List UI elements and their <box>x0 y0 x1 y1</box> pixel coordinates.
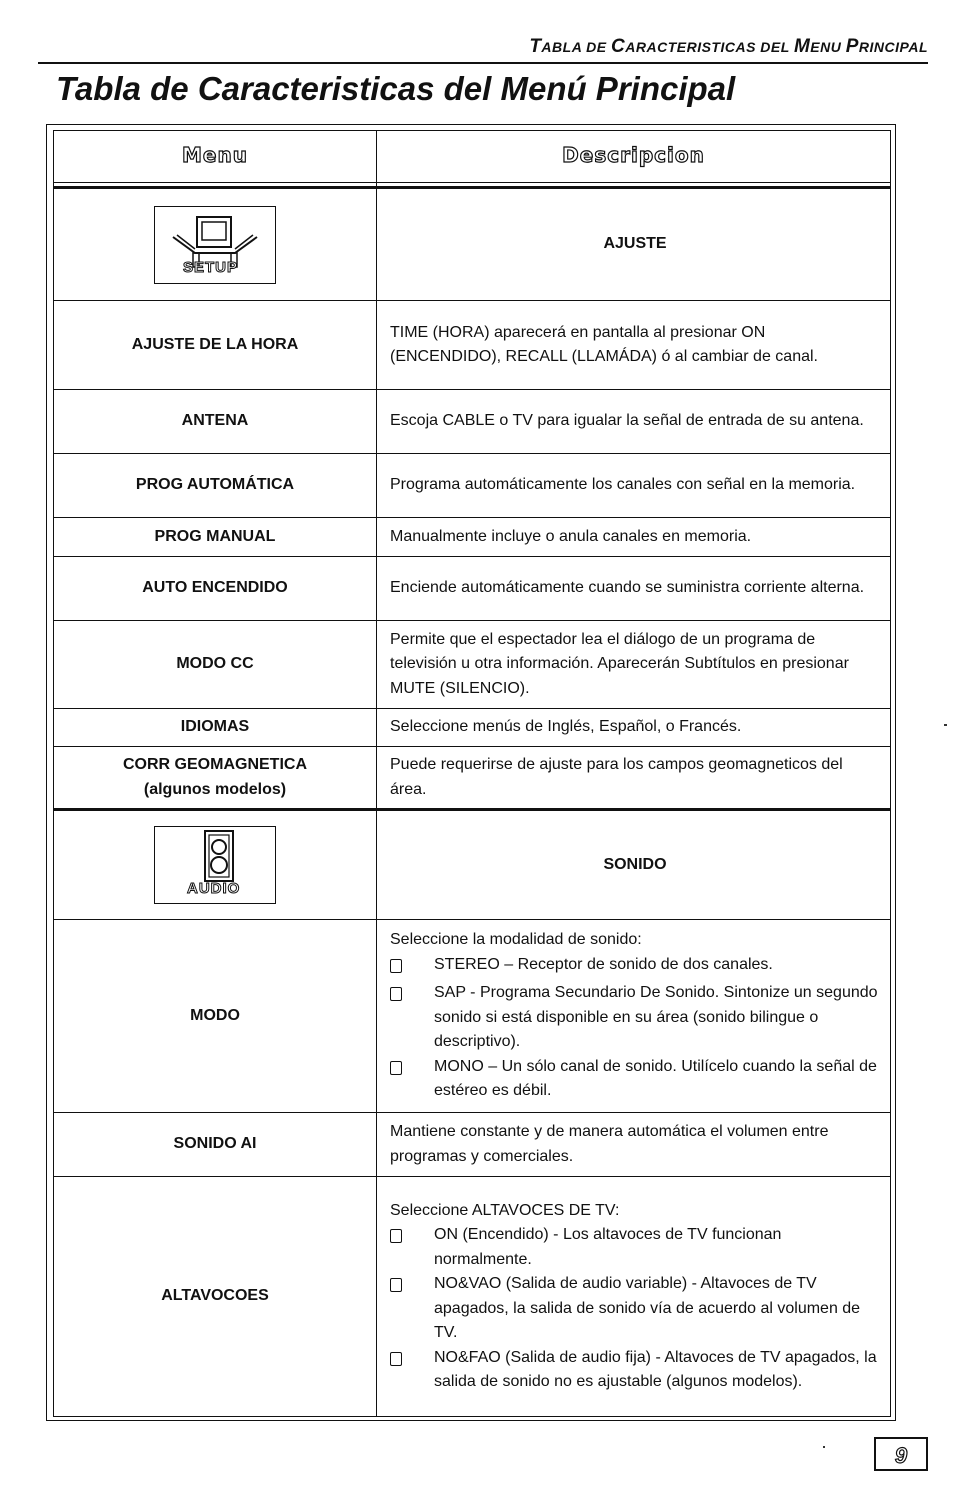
running-head-part: P <box>845 36 859 57</box>
menu-description: Escoja CABLE o TV para igualar la señal de entrada de su antena. <box>377 390 891 454</box>
list-item <box>390 1055 880 1104</box>
audio-icon-label: AUDIO <box>187 879 241 897</box>
page-title: Tabla de Caracteristicas del Menú Principal <box>56 70 736 107</box>
running-head-part: RINCIPAL <box>858 39 928 55</box>
list-item <box>390 953 880 982</box>
list-item-text: ON (Encendido) - Los altavoces de TV funcionan normalmente. <box>434 1226 782 1268</box>
menu-description: Mantiene constante y de manera automática el volumen entre programas y comerciales. <box>377 1113 891 1177</box>
setup-title: AJUSTE <box>377 188 891 301</box>
running-head-part: ABLA DE <box>541 39 612 55</box>
menu-item: AJUSTE DE LA HORA <box>54 301 377 390</box>
menu-item-line: (algunos modelos) <box>143 780 287 798</box>
table-row <box>54 301 891 390</box>
description-intro: Seleccione ALTAVOCES DE TV: <box>390 1201 620 1219</box>
menu-description: TIME (HORA) aparecerá en pantalla al presionar ON (ENCENDIDO), RECALL (LLAMÁDA) ó al cambiar de canal. <box>377 301 891 390</box>
setup-icon-label: SETUP <box>183 259 239 276</box>
audio-title: SONIDO <box>377 810 891 920</box>
table-row <box>54 747 891 810</box>
table-row <box>54 709 891 747</box>
menu-description: Programa automáticamente los canales con señal en la memoria. <box>377 454 891 518</box>
speaker-audio-icon <box>154 826 276 904</box>
header-menu: Menu <box>182 142 248 167</box>
list-item <box>390 1223 880 1272</box>
running-head-part: C <box>611 36 626 57</box>
checkbox-bullet-icon <box>390 959 402 973</box>
running-head-part: M <box>793 36 811 57</box>
list-item <box>390 1346 880 1395</box>
table-row <box>54 920 891 1113</box>
checkbox-bullet-icon <box>390 1061 402 1075</box>
list-item-text: NO&VAO (Salida de audio variable) - Altavoces de TV apagados, la salida de sonido vía de acuerdo al volumen de TV. <box>434 1275 861 1341</box>
scan-speck <box>944 724 947 726</box>
list-item-text: SAP - Programa Secundario De Sonido. Sintonize un segundo sonido si está disponible en su área (sonido bilingue o descriptivo). <box>434 984 878 1051</box>
running-head-part: ENU <box>810 39 846 55</box>
checkbox-bullet-icon <box>390 1229 402 1243</box>
menu-item: MODO <box>54 920 377 1113</box>
menu-item: ANTENA <box>54 390 377 454</box>
audio-icon-cell <box>54 810 377 920</box>
list-item <box>390 1272 880 1346</box>
features-table <box>53 130 891 1417</box>
table-row <box>54 454 891 518</box>
checkbox-bullet-icon <box>390 987 402 1001</box>
header-description: Descripcion <box>562 142 705 167</box>
menu-description: Seleccione menús de Inglés, Español, o Francés. <box>377 709 891 747</box>
menu-description: Manualmente incluye o anula canales en memoria. <box>377 518 891 557</box>
menu-item: AUTO ENCENDIDO <box>54 557 377 621</box>
page-number-text: 9 <box>894 1443 908 1468</box>
table-row <box>54 557 891 621</box>
header-menu-cell <box>54 131 377 183</box>
checkbox-bullet-icon <box>390 1278 402 1292</box>
section-row-audio <box>54 810 891 920</box>
setup-icon-cell <box>54 188 377 301</box>
menu-description: Permite que el espectador lea el diálogo de un programa de televisión u otra información. Aparecerán Subtítulos en presionar MUTE (SILENCIO). <box>377 621 891 709</box>
list-item-text: STEREO – Receptor de sonido de dos canales. <box>434 955 773 973</box>
section-row-setup <box>54 188 891 301</box>
running-head-part: ARACTERISTICAS DEL <box>625 39 794 55</box>
menu-item: ALTAVOCOES <box>54 1177 377 1417</box>
table-row <box>54 518 891 557</box>
menu-description <box>377 920 891 1113</box>
running-head <box>38 32 928 64</box>
menu-item: IDIOMAS <box>54 709 377 747</box>
table-row <box>54 390 891 454</box>
menu-item: PROG AUTOMÁTICA <box>54 454 377 518</box>
table-header-row <box>54 131 891 183</box>
menu-item: PROG MANUAL <box>54 518 377 557</box>
list-item-text: MONO – Un sólo canal de sonido. Utilícelo cuando la señal de estéreo es débil. <box>434 1057 877 1100</box>
menu-item: MODO CC <box>54 621 377 709</box>
table-row <box>54 1113 891 1177</box>
description-intro: Seleccione la modalidad de sonido: <box>390 931 642 949</box>
menu-description <box>377 1177 891 1417</box>
menu-item: SONIDO AI <box>54 1113 377 1177</box>
list-item <box>390 981 880 1055</box>
menu-item <box>54 747 377 810</box>
menu-description: Puede requerirse de ajuste para los campos geomagneticos del área. <box>377 747 891 810</box>
tv-setup-icon <box>154 206 276 284</box>
menu-description: Enciende automáticamente cuando se suministra corriente alterna. <box>377 557 891 621</box>
list-item-text: NO&FAO (Salida de audio fija) - Altavoces de TV apagados, la salida de sonido no es ajustable (algunos modelos). <box>434 1348 877 1390</box>
table-row <box>54 621 891 709</box>
menu-item-line: CORR GEOMAGNETICA <box>123 756 307 773</box>
header-desc-cell <box>377 131 891 183</box>
table-row <box>54 1177 891 1417</box>
checkbox-bullet-icon <box>390 1352 402 1366</box>
page-number <box>874 1437 928 1471</box>
running-head-part: T <box>529 36 542 57</box>
scan-speck <box>823 1446 825 1448</box>
